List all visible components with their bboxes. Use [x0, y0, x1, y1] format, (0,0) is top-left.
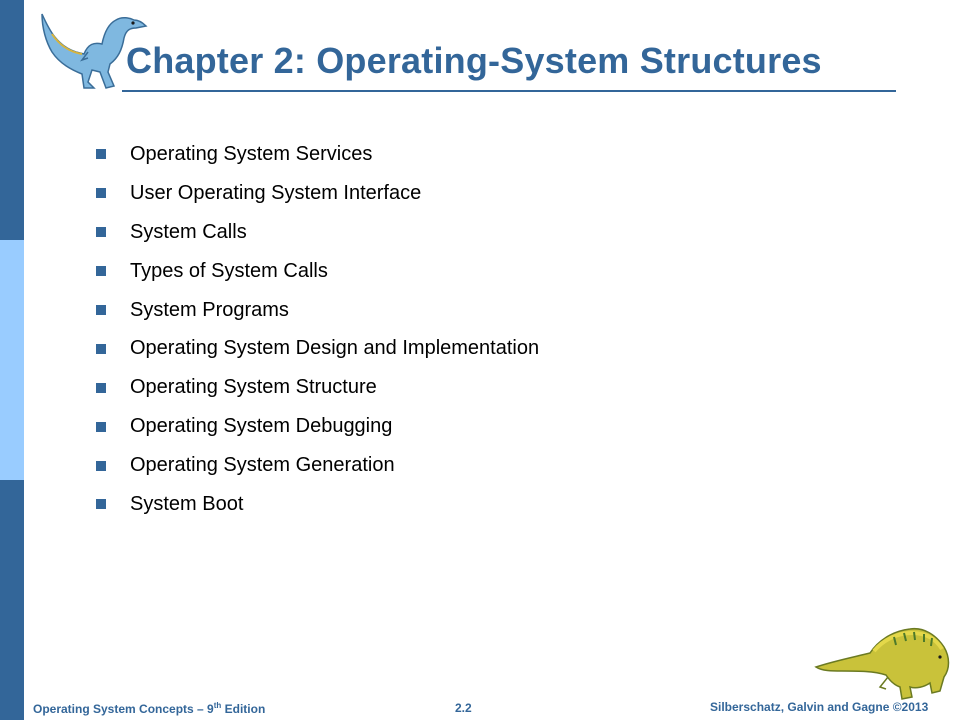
- list-item: [96, 329, 539, 368]
- bullet-text: Types of System Calls: [130, 259, 328, 282]
- list-item: [96, 407, 539, 446]
- bullet-text: System Programs: [130, 298, 289, 321]
- square-bullet-icon: [96, 461, 106, 471]
- footer-book-prefix: Operating System Concepts – 9: [33, 702, 214, 716]
- bullet-text: User Operating System Interface: [130, 181, 422, 204]
- footer-book-sup: th: [213, 701, 222, 710]
- list-item: [96, 135, 539, 174]
- footer-page-number: 2.2: [455, 701, 472, 715]
- title-underline: [122, 90, 896, 92]
- square-bullet-icon: [96, 227, 106, 237]
- square-bullet-icon: [96, 383, 106, 393]
- left-band-middle: [0, 240, 24, 480]
- list-item: [96, 368, 539, 407]
- list-item: [96, 213, 539, 252]
- footer-authors: Silberschatz, Galvin and Gagne ©2013: [710, 700, 929, 714]
- square-bullet-icon: [96, 344, 106, 354]
- left-band-bottom: [0, 480, 24, 720]
- bullet-list: [96, 135, 539, 524]
- bullet-text: Operating System Generation: [130, 454, 395, 477]
- square-bullet-icon: [96, 499, 106, 509]
- list-item: [96, 291, 539, 330]
- left-band-top: [0, 0, 24, 240]
- list-item: [96, 446, 539, 485]
- bullet-text: Operating System Design and Implementation: [130, 337, 540, 360]
- list-item: [96, 252, 539, 291]
- square-bullet-icon: [96, 149, 106, 159]
- square-bullet-icon: [96, 305, 106, 315]
- bullet-text: Operating System Structure: [130, 376, 377, 399]
- list-item: [96, 174, 539, 213]
- footer-book-suffix: Edition: [221, 702, 266, 716]
- bullet-text: System Calls: [130, 220, 247, 243]
- square-bullet-icon: [96, 266, 106, 276]
- footer-book-title: [33, 701, 265, 716]
- list-item: [96, 485, 539, 524]
- square-bullet-icon: [96, 422, 106, 432]
- bullet-text: Operating System Debugging: [130, 415, 393, 438]
- dinosaur-bottom-icon: [814, 617, 954, 701]
- bullet-text: System Boot: [130, 492, 244, 515]
- bullet-text: Operating System Services: [130, 142, 373, 165]
- square-bullet-icon: [96, 188, 106, 198]
- slide-title: Chapter 2: Operating-System Structures: [126, 40, 822, 81]
